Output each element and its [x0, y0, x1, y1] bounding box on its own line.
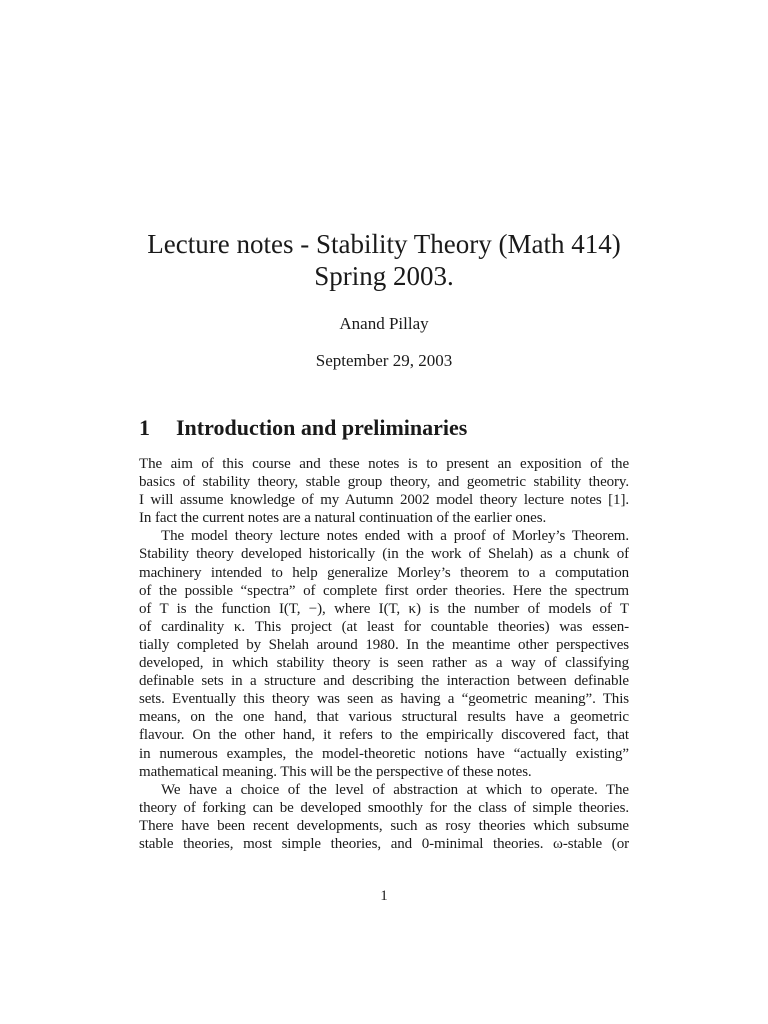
body-line: There have been recent developments, such as rosy theories which subsume	[139, 817, 629, 834]
publication-date: September 29, 2003	[315, 351, 453, 370]
body-line: means, on the one hand, that various structural results have a geometric	[139, 709, 629, 726]
body-line: I will assume knowledge of my Autumn 2002 model theory lecture notes [1].	[139, 492, 629, 509]
section-title: Introduction and preliminaries	[176, 415, 468, 440]
section-number: 1	[139, 415, 150, 440]
section-heading	[139, 414, 467, 442]
body-line: sets. Eventually this theory was seen as having a “geometric meaning”. This	[139, 691, 629, 708]
page-number: 1	[380, 888, 388, 904]
body-line: stable theories, most simple theories, and 0-minimal theories. ω-stable (or	[139, 835, 629, 852]
body-text	[139, 455, 629, 853]
body-line: flavour. On the other hand, it refers to the empirically discovered fact, that	[139, 727, 629, 744]
body-line: We have a choice of the level of abstraction at which to operate. The	[161, 781, 629, 798]
title-line-1: Lecture notes - Stability Theory (Math 414)	[147, 229, 621, 259]
body-line: basics of stability theory, stable group theory, and geometric stability theory.	[139, 474, 629, 491]
body-line: In fact the current notes are a natural continuation of the earlier ones.	[139, 510, 547, 527]
body-line: The aim of this course and these notes is to present an exposition of the	[139, 456, 629, 472]
body-line: of T is the function I(T, −), where I(T, κ) is the number of models of T	[139, 600, 629, 617]
author: Anand Pillay	[339, 314, 429, 333]
title-line-2: Spring 2003.	[314, 261, 454, 291]
document-title	[0, 228, 768, 292]
body-line: Stability theory developed historically (in the work of Shelah) as a chunk of	[139, 546, 629, 563]
body-line: definable sets in a structure and describing the interaction between definable	[139, 673, 629, 690]
body-line: The model theory lecture notes ended with a proof of Morley’s Theorem.	[161, 528, 629, 545]
body-line: machinery intended to help generalize Morley’s theorem to a computation	[139, 564, 629, 581]
body-line: tially completed by Shelah around 1980. In the meantime other perspectives	[139, 636, 629, 653]
body-line: mathematical meaning. This will be the perspective of these notes.	[139, 763, 532, 780]
body-line: developed, in which stability theory is seen rather as a way of classifying	[139, 655, 629, 672]
body-line: of cardinality κ. This project (at least for countable theories) was essen-	[139, 618, 629, 635]
body-line: of the possible “spectra” of complete first order theories. Here the spectrum	[139, 582, 629, 599]
body-line: in numerous examples, the model-theoretic notions have “actually existing”	[139, 745, 629, 762]
body-line: theory of forking can be developed smoothly for the class of simple theories.	[139, 799, 629, 816]
